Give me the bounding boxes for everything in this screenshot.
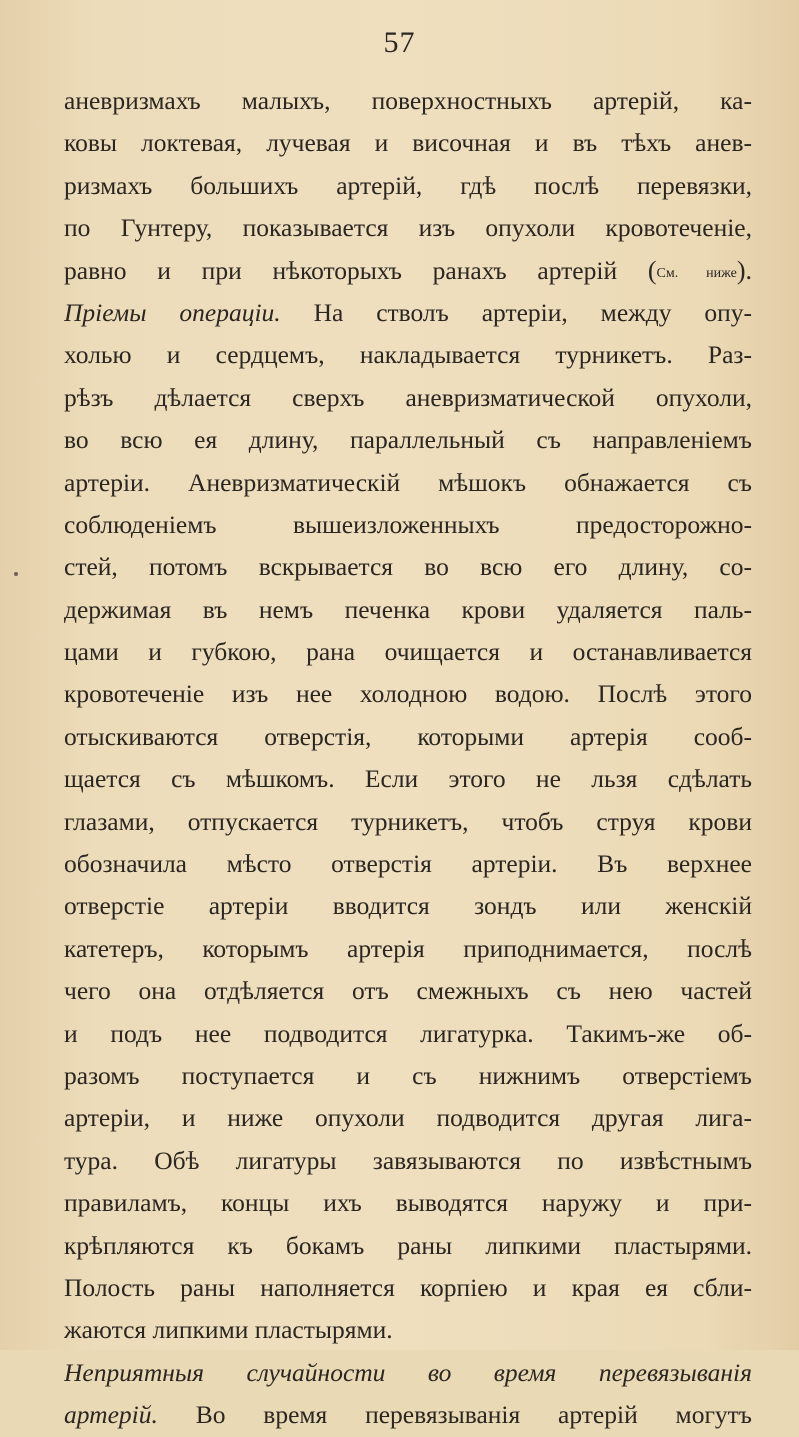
text-line: артеріи. Аневризматическій мѣшокъ обнажается съ bbox=[64, 467, 752, 497]
text-line: ковы локтевая, лучевая и височная и въ тѣхъ анев- bbox=[64, 128, 752, 158]
text-line: и подъ нее подводится лигатурка. Такимъ-же об- bbox=[64, 1018, 752, 1048]
text-line: холью и сердцемъ, накладывается турникетъ. Раз- bbox=[64, 340, 752, 370]
margin-mark bbox=[14, 572, 18, 576]
text-line: аневризмахъ малыхъ, поверхностныхъ артерій, ка- bbox=[64, 86, 752, 115]
section-heading-operations: Пріемы операціи. bbox=[64, 297, 281, 327]
section-start-line bbox=[64, 1394, 752, 1436]
text-line: разомъ поступается и съ нижнимъ отверстіемъ bbox=[64, 1060, 752, 1090]
text-line: крѣпляются къ бокамъ раны липкими пластырями. bbox=[64, 1230, 752, 1260]
text-line: рѣзъ дѣлается сверхъ аневризматической опухоли, bbox=[64, 382, 752, 412]
text-line: во всю ея длину, параллельный съ направленіемъ bbox=[64, 425, 752, 455]
text-line: ризмахъ большихъ артерій, гдѣ послѣ перевязки, bbox=[64, 170, 752, 200]
text-line: кровотеченіе изъ нее холодною водою. Послѣ этого bbox=[64, 679, 752, 709]
text-line: правиламъ, концы ихъ выводятся наружу и при- bbox=[64, 1188, 752, 1218]
text-line: жаются липкими пластырями. bbox=[64, 1315, 393, 1345]
cross-reference-note: См. ниже bbox=[656, 265, 737, 281]
text-line: отверстіе артеріи вводится зондъ или женскій bbox=[64, 891, 752, 921]
text-line: Во время перевязыванія артерій могутъ bbox=[195, 1400, 752, 1430]
note-open: ( bbox=[647, 255, 657, 285]
text-line: глазами, отпускается турникетъ, чтобъ струя крови bbox=[64, 806, 752, 836]
text-line: равно и при нѣкоторыхъ ранахъ артерій bbox=[64, 255, 618, 285]
text-line: тура. Обѣ лигатуры завязываются по извѣстнымъ bbox=[64, 1145, 752, 1175]
text-line: по Гунтеру, показывается изъ опухоли кровотеченіе, bbox=[64, 213, 752, 243]
section-heading-accidents: Неприятныя случайности во время перевязыванія bbox=[64, 1357, 752, 1387]
note-close: ). bbox=[736, 255, 752, 285]
text-line-with-note bbox=[64, 250, 752, 292]
text-line: обозначила мѣсто отверстія артеріи. Въ верхнее bbox=[64, 849, 752, 879]
page-number: 57 bbox=[383, 26, 416, 59]
text-line: держимая въ немъ печенка крови удаляется паль- bbox=[64, 594, 752, 624]
text-line: щается съ мѣшкомъ. Если этого не льзя сдѣлать bbox=[64, 764, 752, 794]
text-line: чего она отдѣляется отъ смежныхъ съ нею частей bbox=[64, 976, 752, 1006]
text-line: артеріи, и ниже опухоли подводится другая лига- bbox=[64, 1103, 752, 1133]
text-line: стей, потомъ вскрывается во всю его длину, со- bbox=[64, 552, 752, 582]
body-text bbox=[64, 80, 752, 1437]
text-line: соблюденіемъ вышеизложенныхъ предосторожно- bbox=[64, 509, 752, 539]
text-line: На стволъ артеріи, между опу- bbox=[313, 297, 752, 327]
section-start-line bbox=[64, 292, 752, 334]
text-line: катетеръ, которымъ артерія приподнимается, послѣ bbox=[64, 933, 752, 963]
section-heading-accidents-end: артерій. bbox=[64, 1400, 158, 1430]
text-line: Полость раны наполняется корпіею и края ея сбли- bbox=[64, 1272, 752, 1302]
text-line: отыскиваются отверстія, которыми артерія сооб- bbox=[64, 721, 752, 751]
text-line: цами и губкою, рана очищается и останавливается bbox=[64, 637, 752, 667]
